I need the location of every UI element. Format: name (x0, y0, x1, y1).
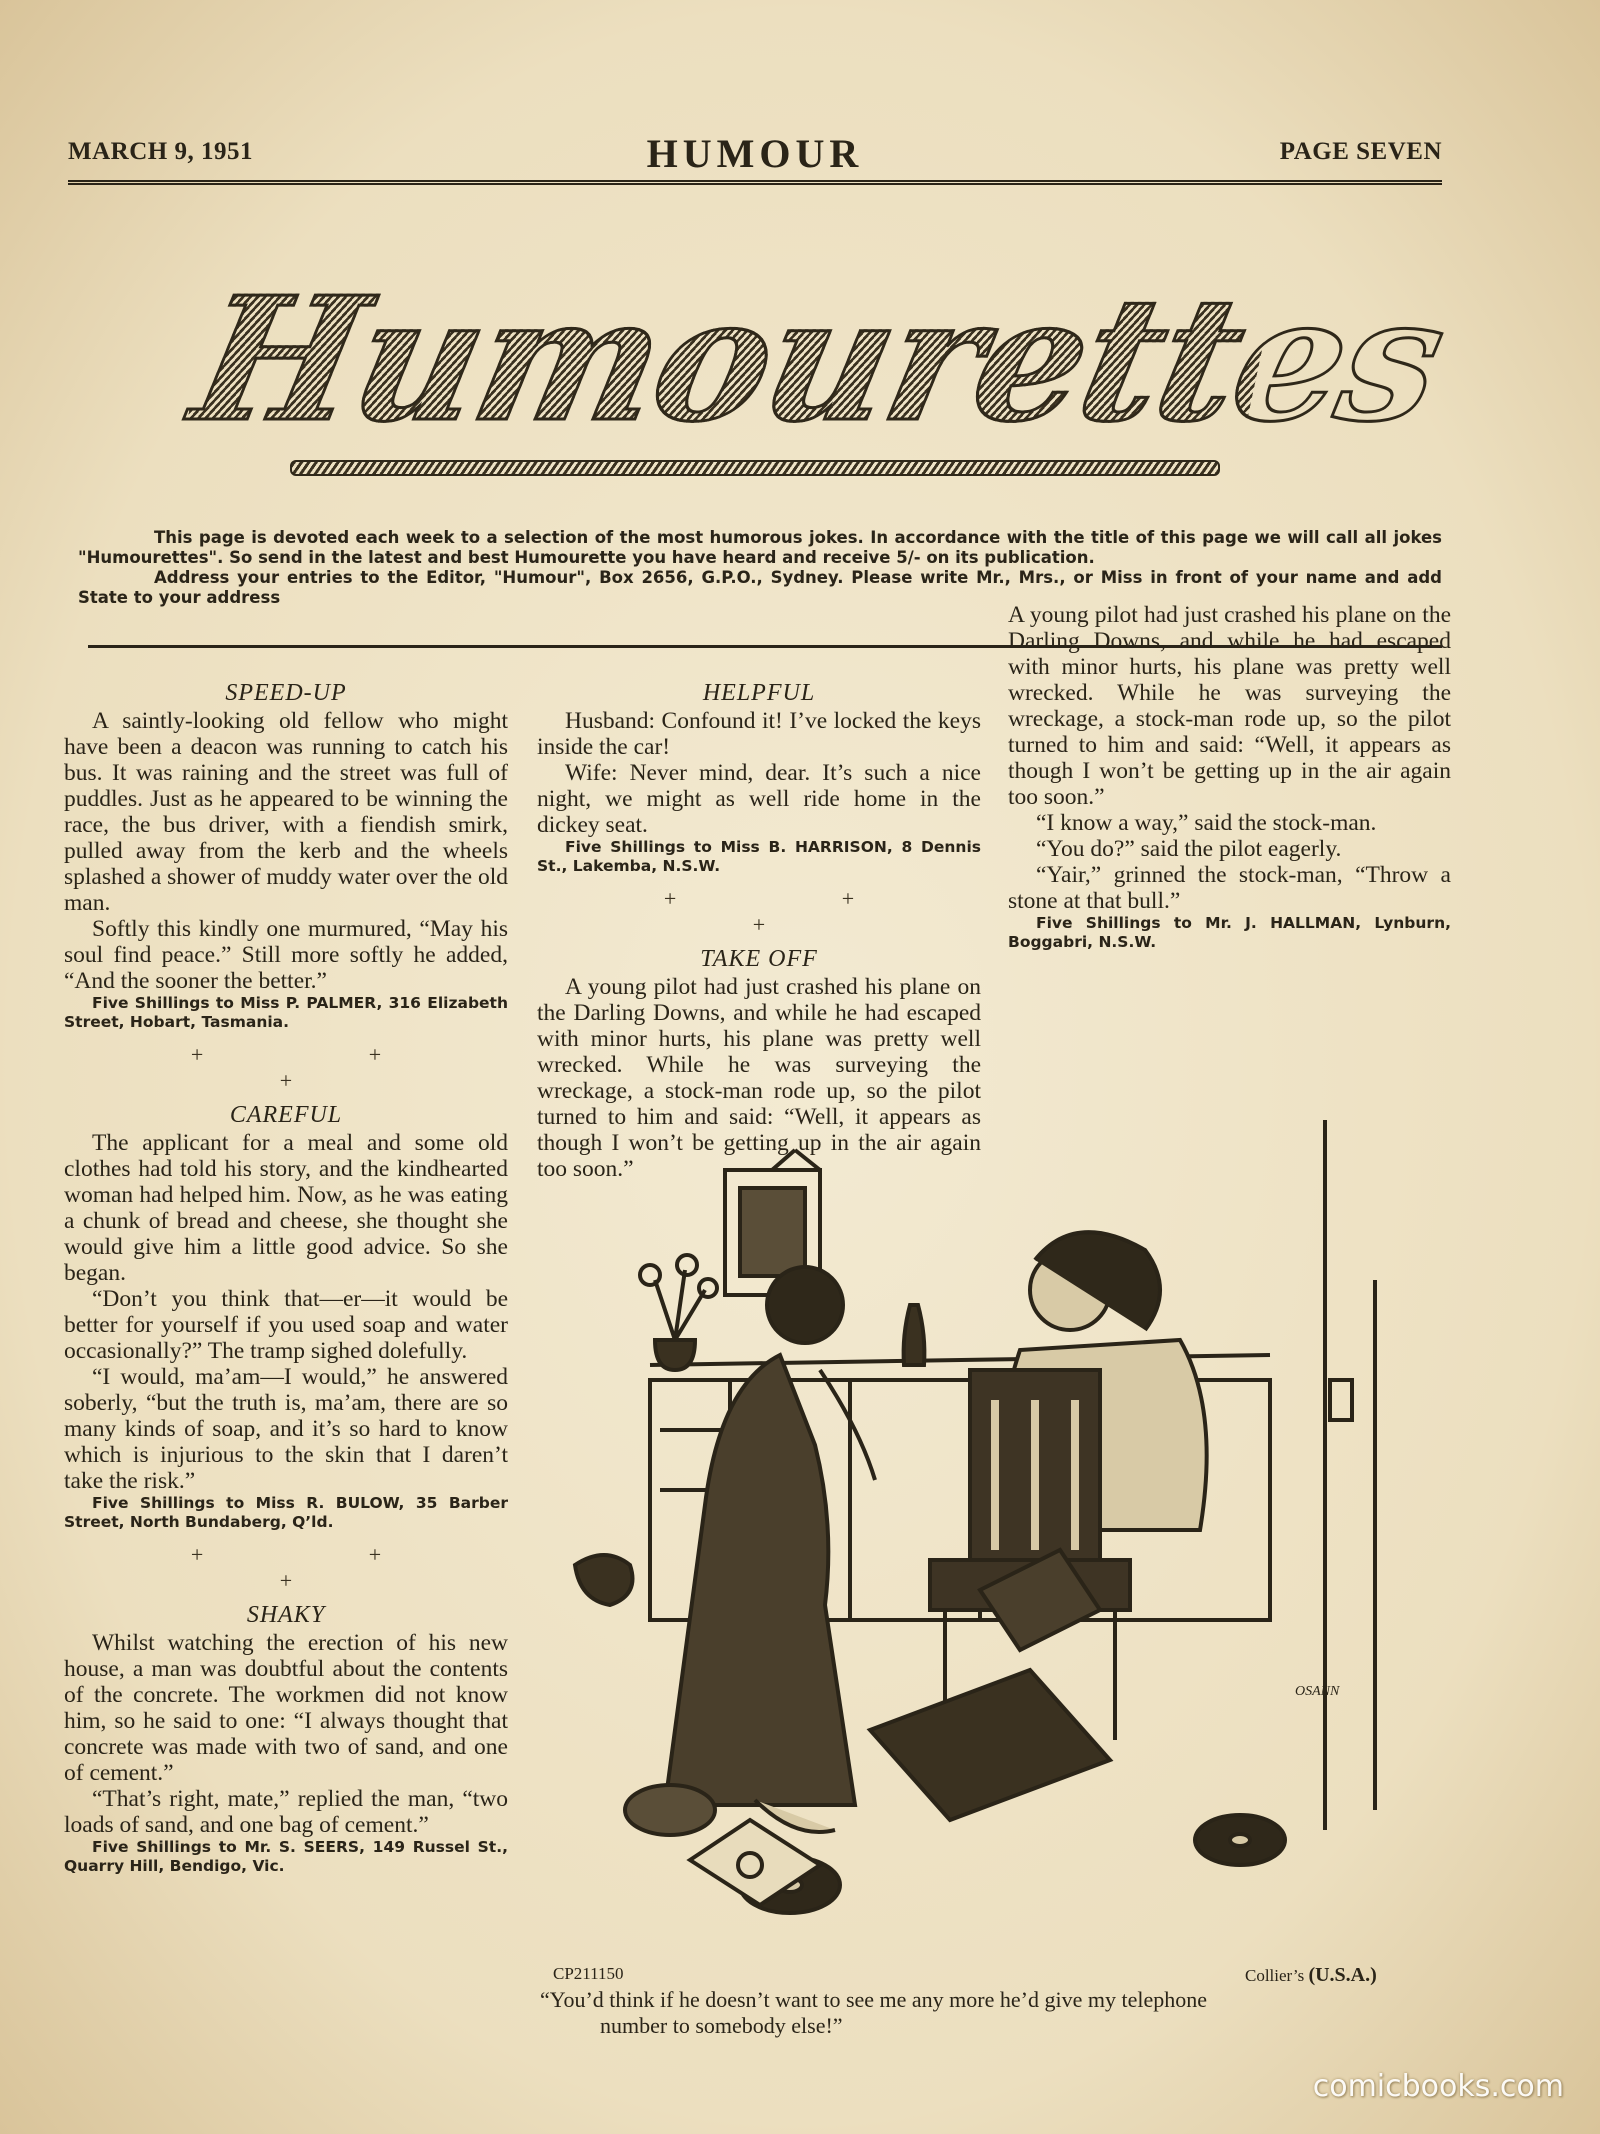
joke-credit: Five Shillings to Mr. S. SEERS, 149 Russel St., Quarry Hill, Bendigo, Vic. (64, 1838, 508, 1875)
masthead-logo (178, 250, 1459, 490)
intro-paragraph: This page is devoted each week to a selection of the most humorous jokes. In accordance with the title of this page we will call all jokes "Humourettes". So send in the latest and best Humourette you have heard and receive 5/- on its publication. (78, 528, 1442, 567)
cartoon-source-country: (U.S.A.) (1308, 1964, 1377, 1986)
joke-text: Wife: Never mind, dear. It’s such a nice night, we might as well ride home in the dickey seat. (537, 760, 981, 838)
joke-text: “Don’t you think that—er—it would be better for yourself if you used soap and water occasionally?” The tramp sighed dolefully. (64, 1286, 508, 1364)
joke-text: “Yair,” grinned the stock-man, “Throw a stone at that bull.” (1008, 862, 1451, 914)
separator: + + + (190, 1542, 462, 1593)
joke-text: A saintly-looking old fellow who might have been a deacon was running to catch his bus. It was raining and the street was full of puddles. Just as he appeared to be winning the race, the bus driver, with a fiendish smirk, pulled away from the kerb and the wheels splashed a shower of muddy water over the old man. (64, 708, 508, 916)
joke-take-off (537, 946, 981, 1182)
section-title: HUMOUR (646, 131, 864, 176)
intro-notice (78, 528, 1442, 608)
masthead-title: Humourettes (178, 260, 1459, 460)
joke-text: “That’s right, mate,” replied the man, “two loads of sand, and one bag of cement.” (64, 1786, 508, 1838)
joke-text: The applicant for a meal and some old clothes had told his story, and the kindhearted woman had helped him. Now, as he was eating a chunk of bread and cheese, she thought she would give him a little good advice. So she began. (64, 1130, 508, 1286)
joke-text-continued (1008, 602, 1451, 810)
joke-credit: Five Shillings to Mr. J. HALLMAN, Lynburn, Boggabri, N.S.W. (1008, 914, 1451, 951)
joke-credit: Five Shillings to Miss B. HARRISON, 8 Dennis St., Lakemba, N.S.W. (537, 838, 981, 875)
joke-title: CAREFUL (229, 1102, 343, 1128)
masthead-underline (290, 460, 1220, 476)
joke-careful (64, 1102, 508, 1532)
joke-credit: Five Shillings to Miss P. PALMER, 316 Elizabeth Street, Hobart, Tasmania. (64, 994, 508, 1031)
joke-text: “I know a way,” said the stock-man. (1036, 810, 1377, 836)
joke-title: HELPFUL (702, 680, 816, 706)
joke-text: Husband: Confound it! I’ve locked the keys inside the car! (537, 708, 981, 760)
column-right (1008, 602, 1451, 952)
joke-helpful (537, 680, 981, 876)
joke-title: SPEED-UP (225, 680, 347, 706)
page-header (68, 130, 1442, 180)
caption-line: number to somebody else!” (600, 2013, 843, 2038)
joke-text: “I would, ma’am—I would,” he answered soberly, “but the truth is, ma’am, there are so many kinds of soap, and it’s so hard to know which is injurious to the skin that I daren’t take the risk.” (64, 1364, 508, 1494)
cartoon-code: CP211150 (553, 1964, 624, 1983)
issue-date: MARCH 9, 1951 (68, 138, 253, 165)
column-middle (537, 680, 981, 1182)
joke-title: SHAKY (246, 1602, 326, 1628)
separator: + + + (190, 1042, 462, 1093)
cartoon-caption (540, 1987, 1440, 2039)
joke-title: TAKE OFF (700, 946, 818, 972)
header-rule (68, 180, 1442, 185)
joke-speed-up (64, 680, 508, 1032)
joke-text: Softly this kindly one murmured, “May his soul find peace.” Still more softly he added, “And the sooner the better.” (64, 916, 508, 994)
joke-shaky (64, 1602, 508, 1876)
column-left (64, 680, 508, 1876)
joke-credit: Five Shillings to Miss R. BULOW, 35 Barber Street, North Bundaberg, Q’ld. (64, 1494, 508, 1531)
joke-text: A young pilot had just crashed his plane on the Darling Downs, and while he had escaped with minor hurts, his plane was pretty well wrecked. While he was surveying the wreckage, a stock-man rode up, so the pilot turned to him and said: “Well, it appears as though I won’t be getting up in the air again too soon.” (537, 974, 981, 1182)
artist-signature: OSANN (1295, 1684, 1340, 1699)
joke-text: Whilst watching the erection of his new house, a man was doubtful about the contents of the concrete. The workmen did not know him, so he said to one: “I always thought that concrete was made with two of sand, and one of cement.” (64, 1630, 508, 1786)
joke-text: A young pilot had just crashed his plane on the Darling Downs, and while he had escaped with minor hurts, his plane was pretty well wrecked. While he was surveying the wreckage, a stock-man rode up, so the pilot turned to him and said: “Well, it appears as though I won’t be getting up in the air again too soon.” (1008, 602, 1451, 810)
separator: + + + (663, 886, 935, 937)
joke-text: “You do?” said the pilot eagerly. (1036, 836, 1342, 862)
cartoon-source-name: Collier’s (1245, 1966, 1305, 1985)
page-number: PAGE SEVEN (1279, 138, 1442, 165)
intro-paragraph: Address your entries to the Editor, "Humour", Box 2656, G.P.O., Sydney. Please write Mr., Mrs., or Miss in front of your name and add State to your address (78, 568, 1442, 607)
caption-line: “You’d think if he doesn’t want to see me any more he’d give my telephone (540, 1987, 1207, 2012)
cartoon-source (1245, 1964, 1377, 1987)
cartoon-illustration (550, 1110, 1450, 1960)
site-watermark: comicbooks.com (1312, 2069, 1564, 2104)
